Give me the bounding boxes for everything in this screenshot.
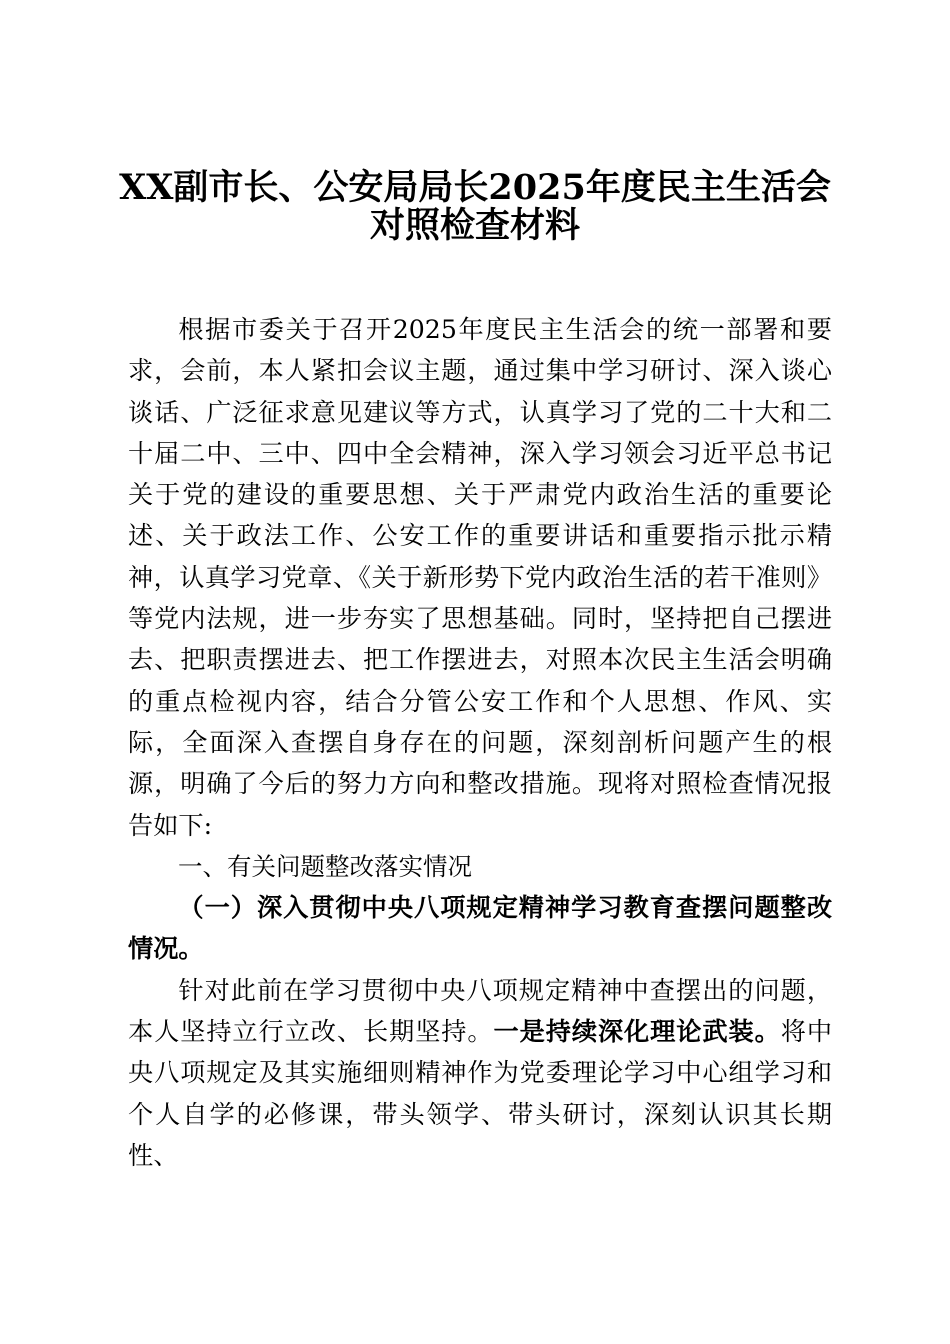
body-paragraph (128, 970, 832, 1176)
paragraph-text-start: 针对此前在学习贯彻中央八项规定精神中查摆出的问题，本人坚持立行立改、长期坚持。 (128, 975, 832, 1047)
intro-paragraph: 根据市委关于召开2025年度民主生活会的统一部署和要求，会前，本人紧扣会议主题，通过集中学习研讨、深入谈心谈话、广泛征求意见建议等方式，认真学习了党的二十大和二十届二中、三中、四中全会精神，深入学习领会习近平总书记关于党的建设的重要思想、关于严肃党内政治生活的重要论述、关于政法工作、公安工作的重要讲话和重要指示批示精神，认真学习党章、《关于新形势下党内政治生活的若干准则》等党内法规，进一步夯实了思想基础。同时，坚持把自己摆进去、把职责摆进去、把工作摆进去，对照本次民主生活会明确的重点检视内容，结合分管公安工作和个人思想、作风、实际，全面深入查摆自身存在的问题，深刻剖析问题产生的根源，明确了今后的努力方向和整改措施。现将对照检查情况报告如下: (128, 315, 832, 840)
subsection-heading: （一）深入贯彻中央八项规定精神学习教育查摆问题整改情况。 (128, 892, 832, 964)
document-title-line1: XX副市长、公安局局长2025年度民主生活会 (119, 167, 831, 208)
section-heading: 一、有关问题整改落实情况 (178, 851, 472, 881)
paragraph-bold-phrase: 一是持续深化理论武装。 (493, 1016, 781, 1047)
paragraph-text-rest: 将中央八项规定及其实施细则精神作为党委理论学习中心组学习和个人自学的必修课，带头领学、带头研讨，深刻认识其长期性、 (128, 1017, 833, 1170)
document-body (128, 309, 832, 1176)
document-title-line2: 对照检查材料 (369, 205, 580, 246)
